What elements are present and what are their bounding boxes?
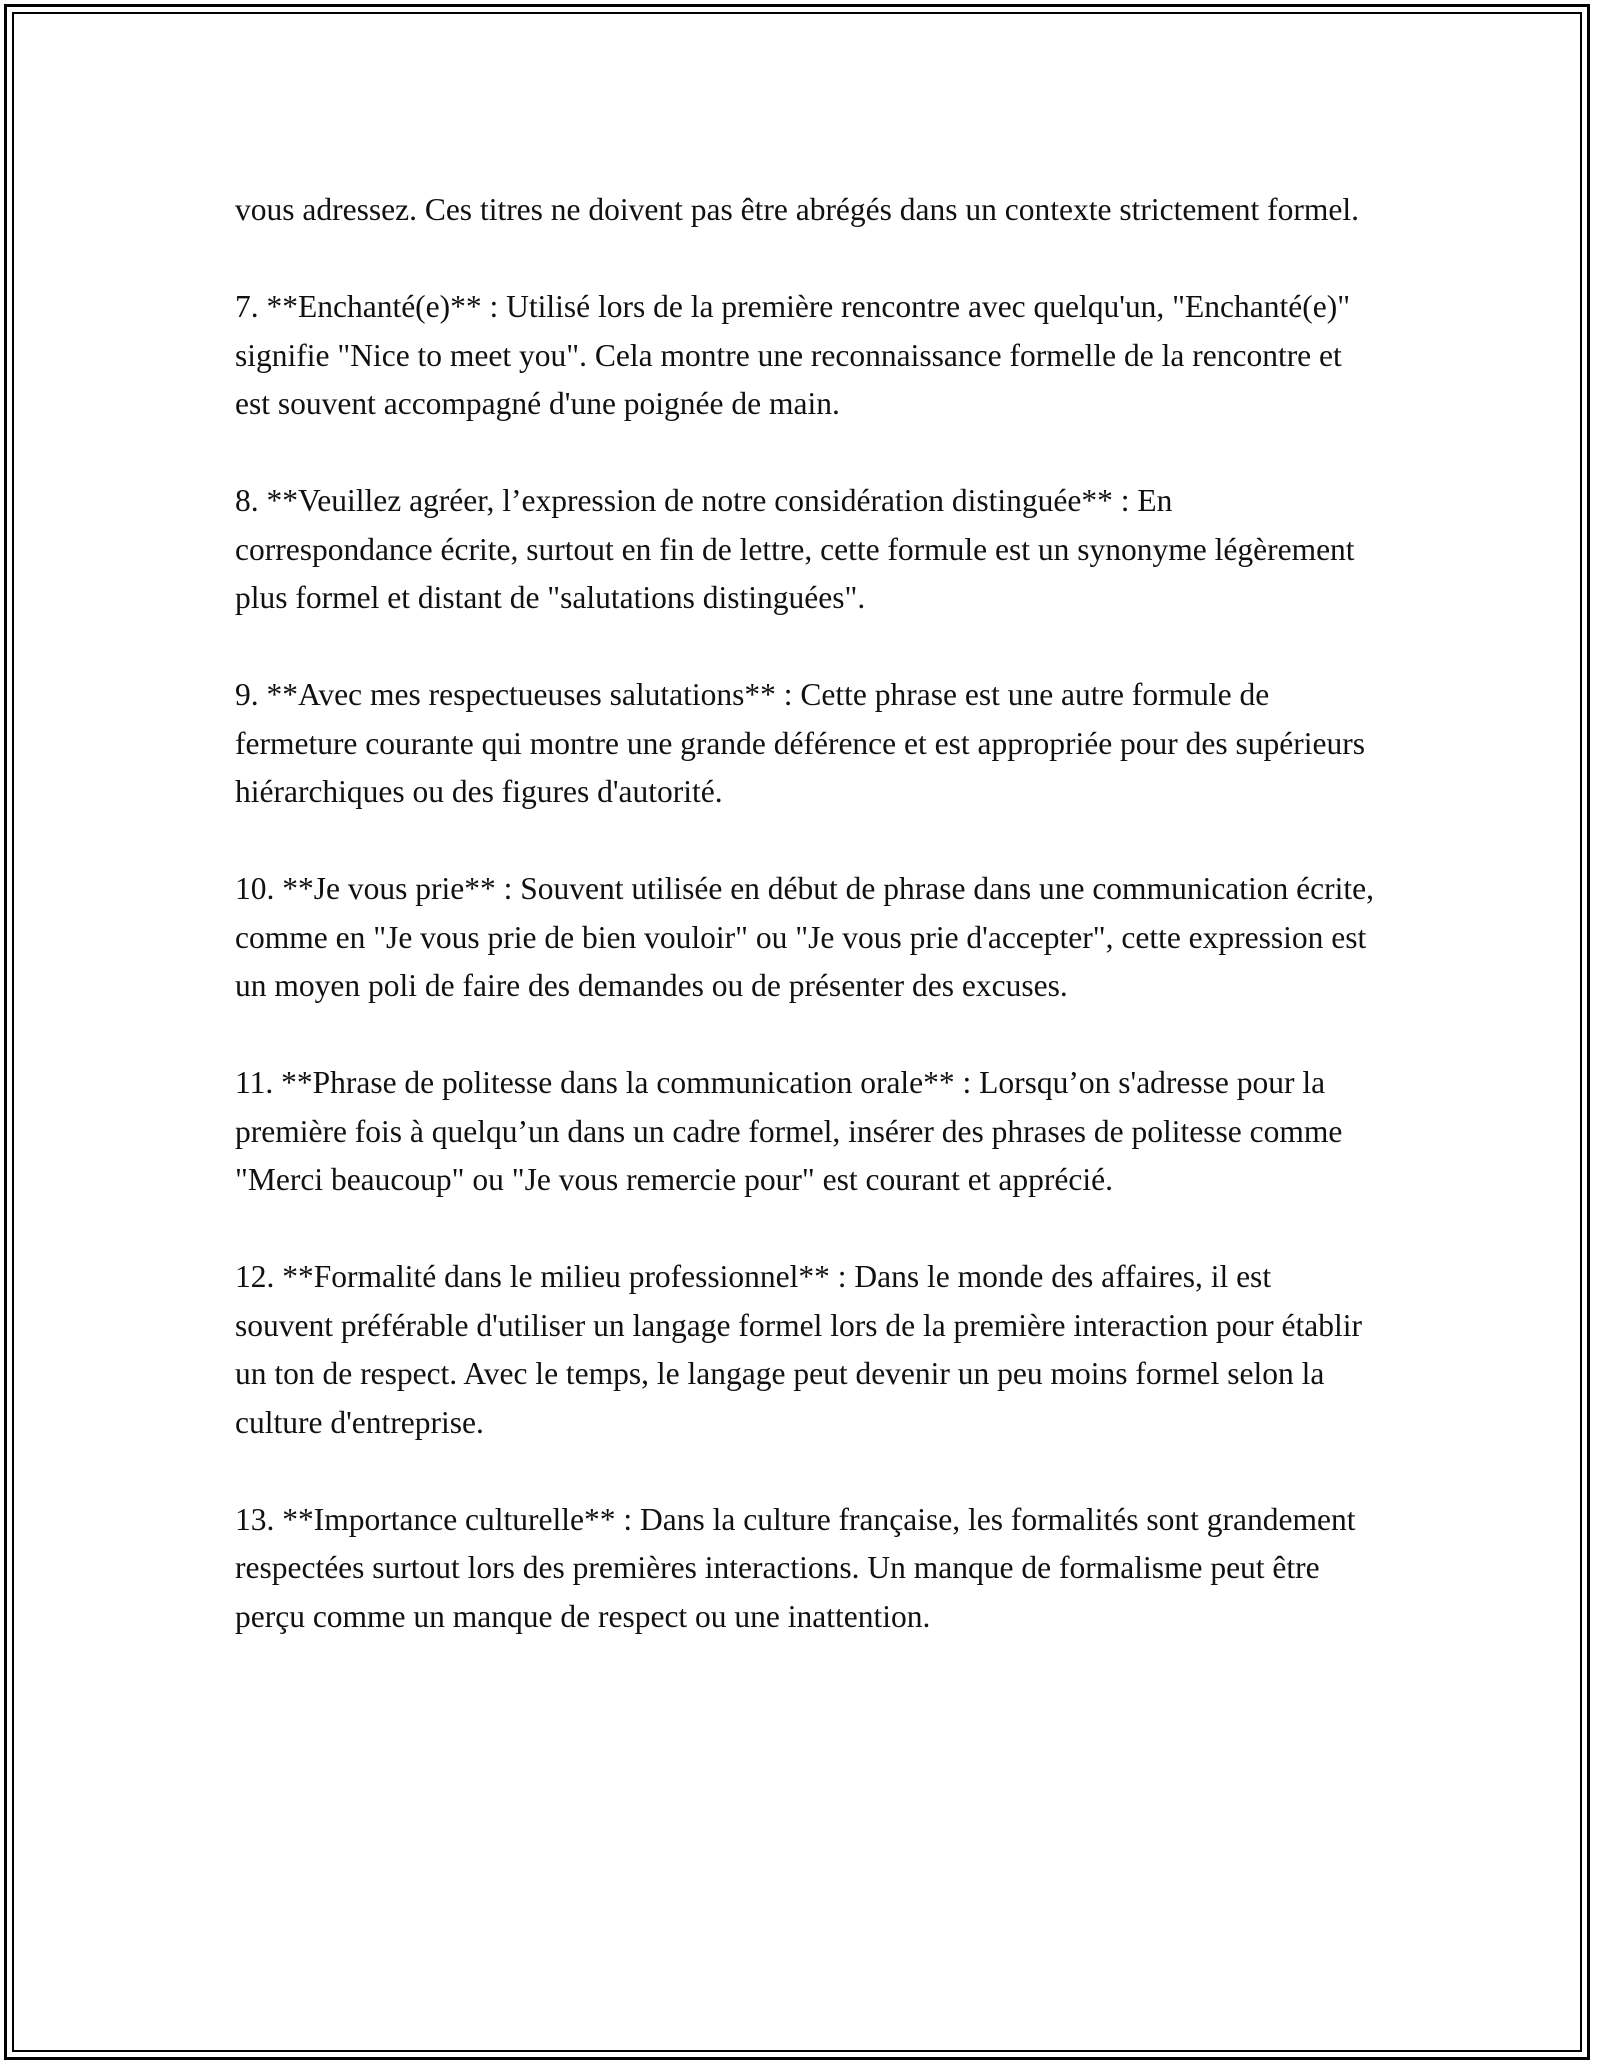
paragraph-item-8: 8. **Veuillez agréer, l’expression de notre considération distinguée** : En correspondance écrite, surtout en fin de lettre, cette formule est un synonyme légèrement plus formel et distant de "salutations distinguées". xyxy=(235,483,1355,615)
paragraph-item-13: 13. **Importance culturelle** : Dans la culture française, les formalités sont grandement respectées surtout lors des premières interactions. Un manque de formalisme peut être perçu comme un manque de respect ou une inattention. xyxy=(235,1501,1356,1634)
paragraph-item-10: 10. **Je vous prie** : Souvent utilisée en début de phrase dans une communication écrite, comme en "Je vous prie de bien vouloir" ou "Je vous prie d'accepter", cette expression est un moyen poli de faire des demandes ou de présenter des excuses. xyxy=(235,871,1374,1003)
paragraph-item-7: 7. **Enchanté(e)** : Utilisé lors de la première rencontre avec quelqu'un, "Enchanté(e)" signifie "Nice to meet you". Cela montre une reconnaissance formelle de la rencontre et est souvent accompagné d'une poignée de main. xyxy=(235,289,1351,421)
paragraph-item-12: 12. **Formalité dans le milieu professionnel** : Dans le monde des affaires, il est souvent préférable d'utiliser un langage formel lors de la première interaction pour établir un ton de respect. Avec le temps, le langage peut devenir un peu moins formel selon la culture d'entreprise. xyxy=(235,1259,1362,1440)
paragraph-item-11: 11. **Phrase de politesse dans la communication orale** : Lorsqu’on s'adresse pour la première fois à quelqu’un dans un cadre formel, insérer des phrases de politesse comme "Merci beaucoup" ou "Je vous remercie pour" est courant et apprécié. xyxy=(235,1065,1343,1197)
paragraph-item-9: 9. **Avec mes respectueuses salutations** : Cette phrase est une autre formule de fermeture courante qui montre une grande déférence et est appropriée pour des supérieurs hiérarchiques ou des figures d'autorité. xyxy=(235,677,1365,809)
paragraph-continuation: vous adressez. Ces titres ne doivent pas être abrégés dans un contexte strictement formel. xyxy=(235,192,1360,227)
document-body xyxy=(235,186,1375,1690)
